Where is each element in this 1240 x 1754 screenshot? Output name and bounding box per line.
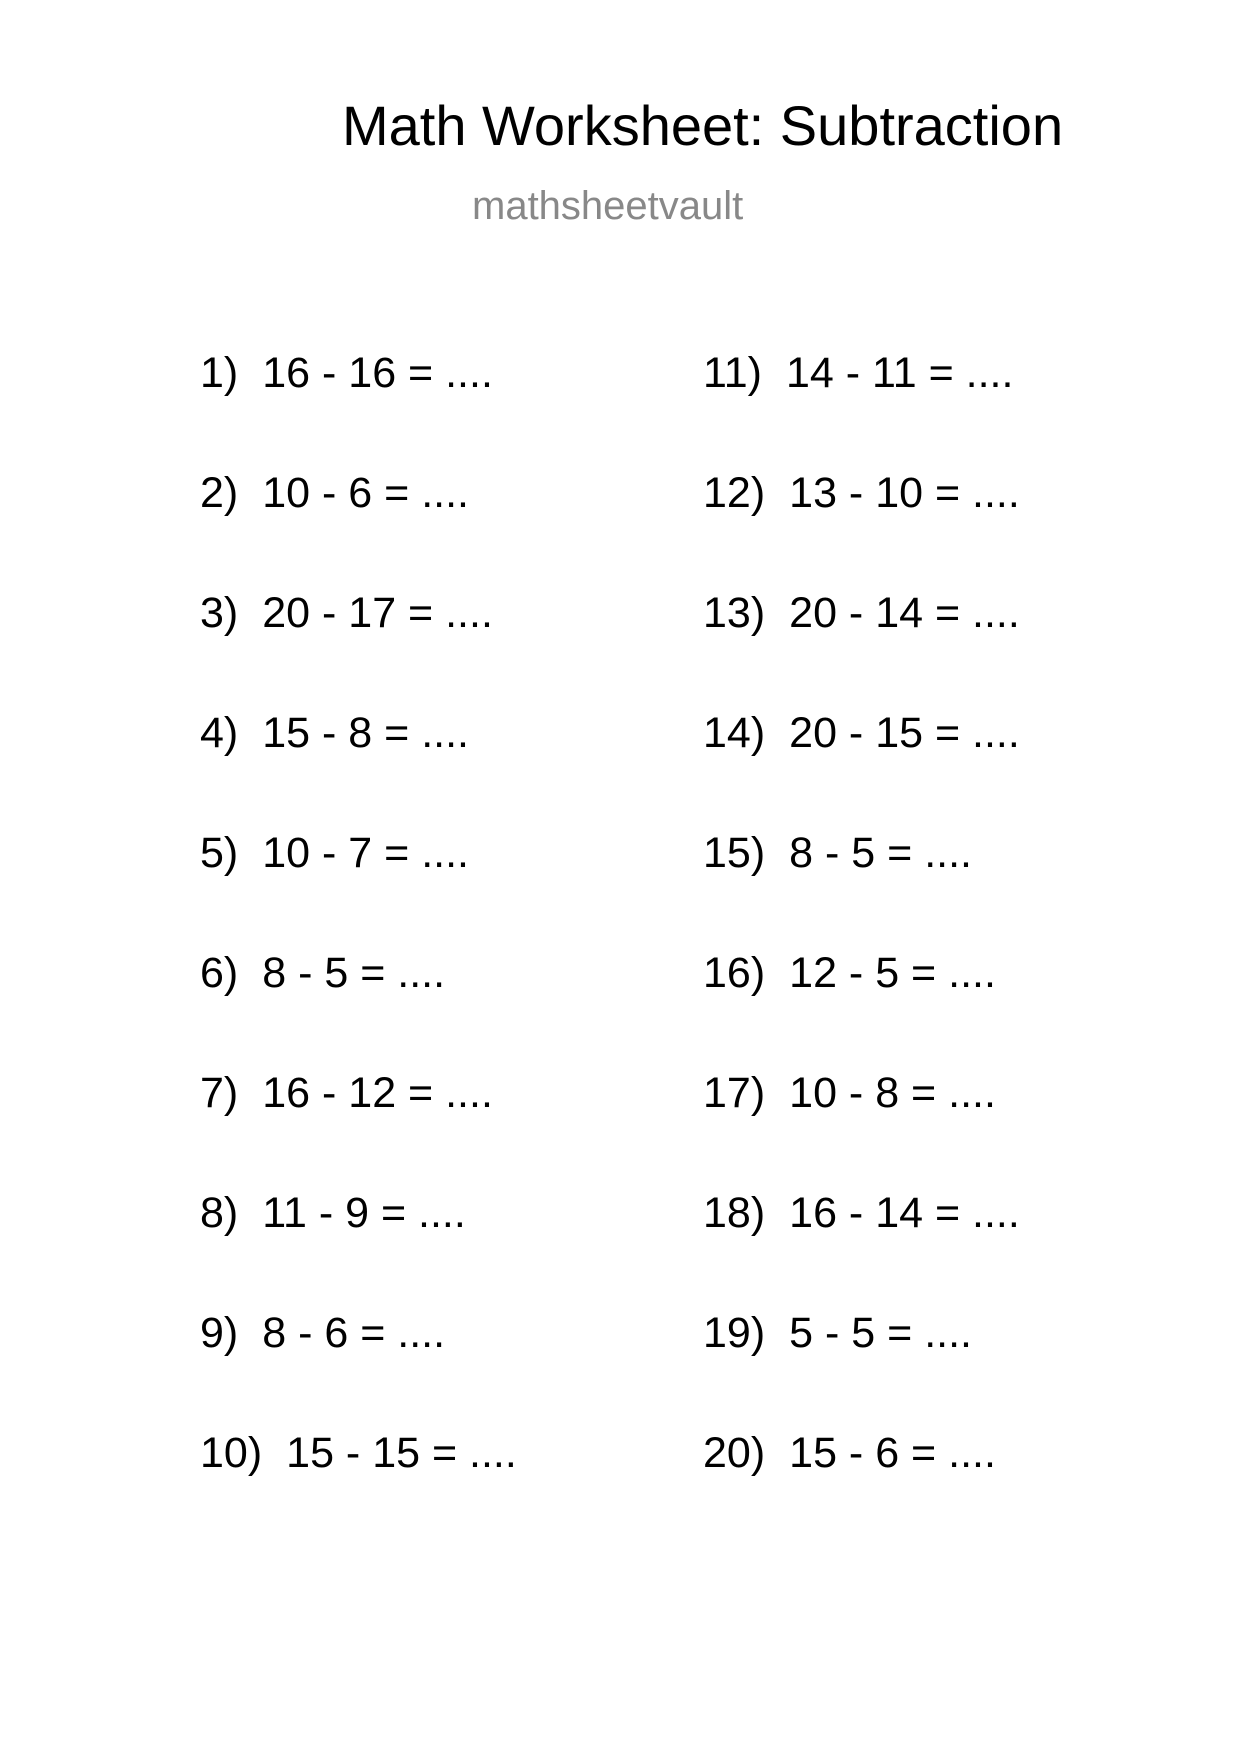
problem-number: 11) (703, 349, 762, 397)
problem-expression: 16 - 12 = .... (262, 1069, 493, 1117)
problem-expression: 20 - 15 = .... (789, 709, 1020, 757)
problem-number: 17) (703, 1069, 766, 1117)
problem-column-left (200, 349, 517, 1552)
problem-number: 8) (200, 1189, 239, 1237)
page-subtitle: mathsheetvault (472, 184, 744, 228)
problem-15 (703, 829, 1020, 952)
problem-number: 20) (703, 1429, 766, 1477)
problem-expression: 16 - 16 = .... (262, 349, 493, 397)
problem-number: 3) (200, 589, 239, 637)
problem-6 (200, 949, 517, 1072)
problem-14 (703, 709, 1020, 832)
problem-number: 12) (703, 469, 766, 517)
problem-number: 19) (703, 1309, 766, 1357)
problem-expression: 20 - 17 = .... (262, 589, 493, 637)
problem-expression: 11 - 9 = .... (262, 1189, 466, 1237)
problem-number: 4) (200, 709, 239, 757)
problem-expression: 15 - 6 = .... (789, 1429, 996, 1477)
problem-expression: 15 - 8 = .... (262, 709, 469, 757)
problem-5 (200, 829, 517, 952)
problem-number: 7) (200, 1069, 239, 1117)
problem-7 (200, 1069, 517, 1192)
problem-column-right (703, 349, 1020, 1552)
problem-expression: 15 - 15 = .... (286, 1429, 517, 1477)
problem-19 (703, 1309, 1020, 1432)
problem-expression: 16 - 14 = .... (789, 1189, 1020, 1237)
problem-9 (200, 1309, 517, 1432)
problem-8 (200, 1189, 517, 1312)
problem-expression: 8 - 5 = .... (789, 829, 972, 877)
problem-13 (703, 589, 1020, 712)
problem-10 (200, 1429, 517, 1552)
problem-expression: 5 - 5 = .... (789, 1309, 972, 1357)
problem-expression: 10 - 7 = .... (262, 829, 469, 877)
problem-number: 18) (703, 1189, 766, 1237)
problem-number: 15) (703, 829, 766, 877)
problem-20 (703, 1429, 1020, 1552)
problem-expression: 14 - 11 = .... (785, 349, 1014, 397)
problem-17 (703, 1069, 1020, 1192)
problem-number: 10) (200, 1429, 263, 1477)
problem-2 (200, 469, 517, 592)
problem-18 (703, 1189, 1020, 1312)
problem-number: 9) (200, 1309, 239, 1357)
problem-number: 2) (200, 469, 239, 517)
problem-expression: 10 - 6 = .... (262, 469, 469, 517)
problem-number: 6) (200, 949, 239, 997)
problem-number: 16) (703, 949, 766, 997)
page-title: Math Worksheet: Subtraction (342, 94, 1064, 157)
problem-expression: 10 - 8 = .... (789, 1069, 996, 1117)
problem-3 (200, 589, 517, 712)
problem-expression: 8 - 6 = .... (262, 1309, 446, 1357)
problem-number: 14) (703, 709, 766, 757)
problem-expression: 20 - 14 = .... (789, 589, 1020, 637)
problem-16 (703, 949, 1020, 1072)
problem-11 (703, 349, 1020, 472)
problem-expression: 13 - 10 = .... (789, 469, 1020, 517)
problem-1 (200, 349, 517, 472)
problem-12 (703, 469, 1020, 592)
problem-number: 5) (200, 829, 239, 877)
problem-number: 13) (703, 589, 766, 637)
problem-number: 1) (200, 349, 239, 397)
problem-expression: 8 - 5 = .... (262, 949, 446, 997)
problem-expression: 12 - 5 = .... (789, 949, 996, 997)
problem-4 (200, 709, 517, 832)
